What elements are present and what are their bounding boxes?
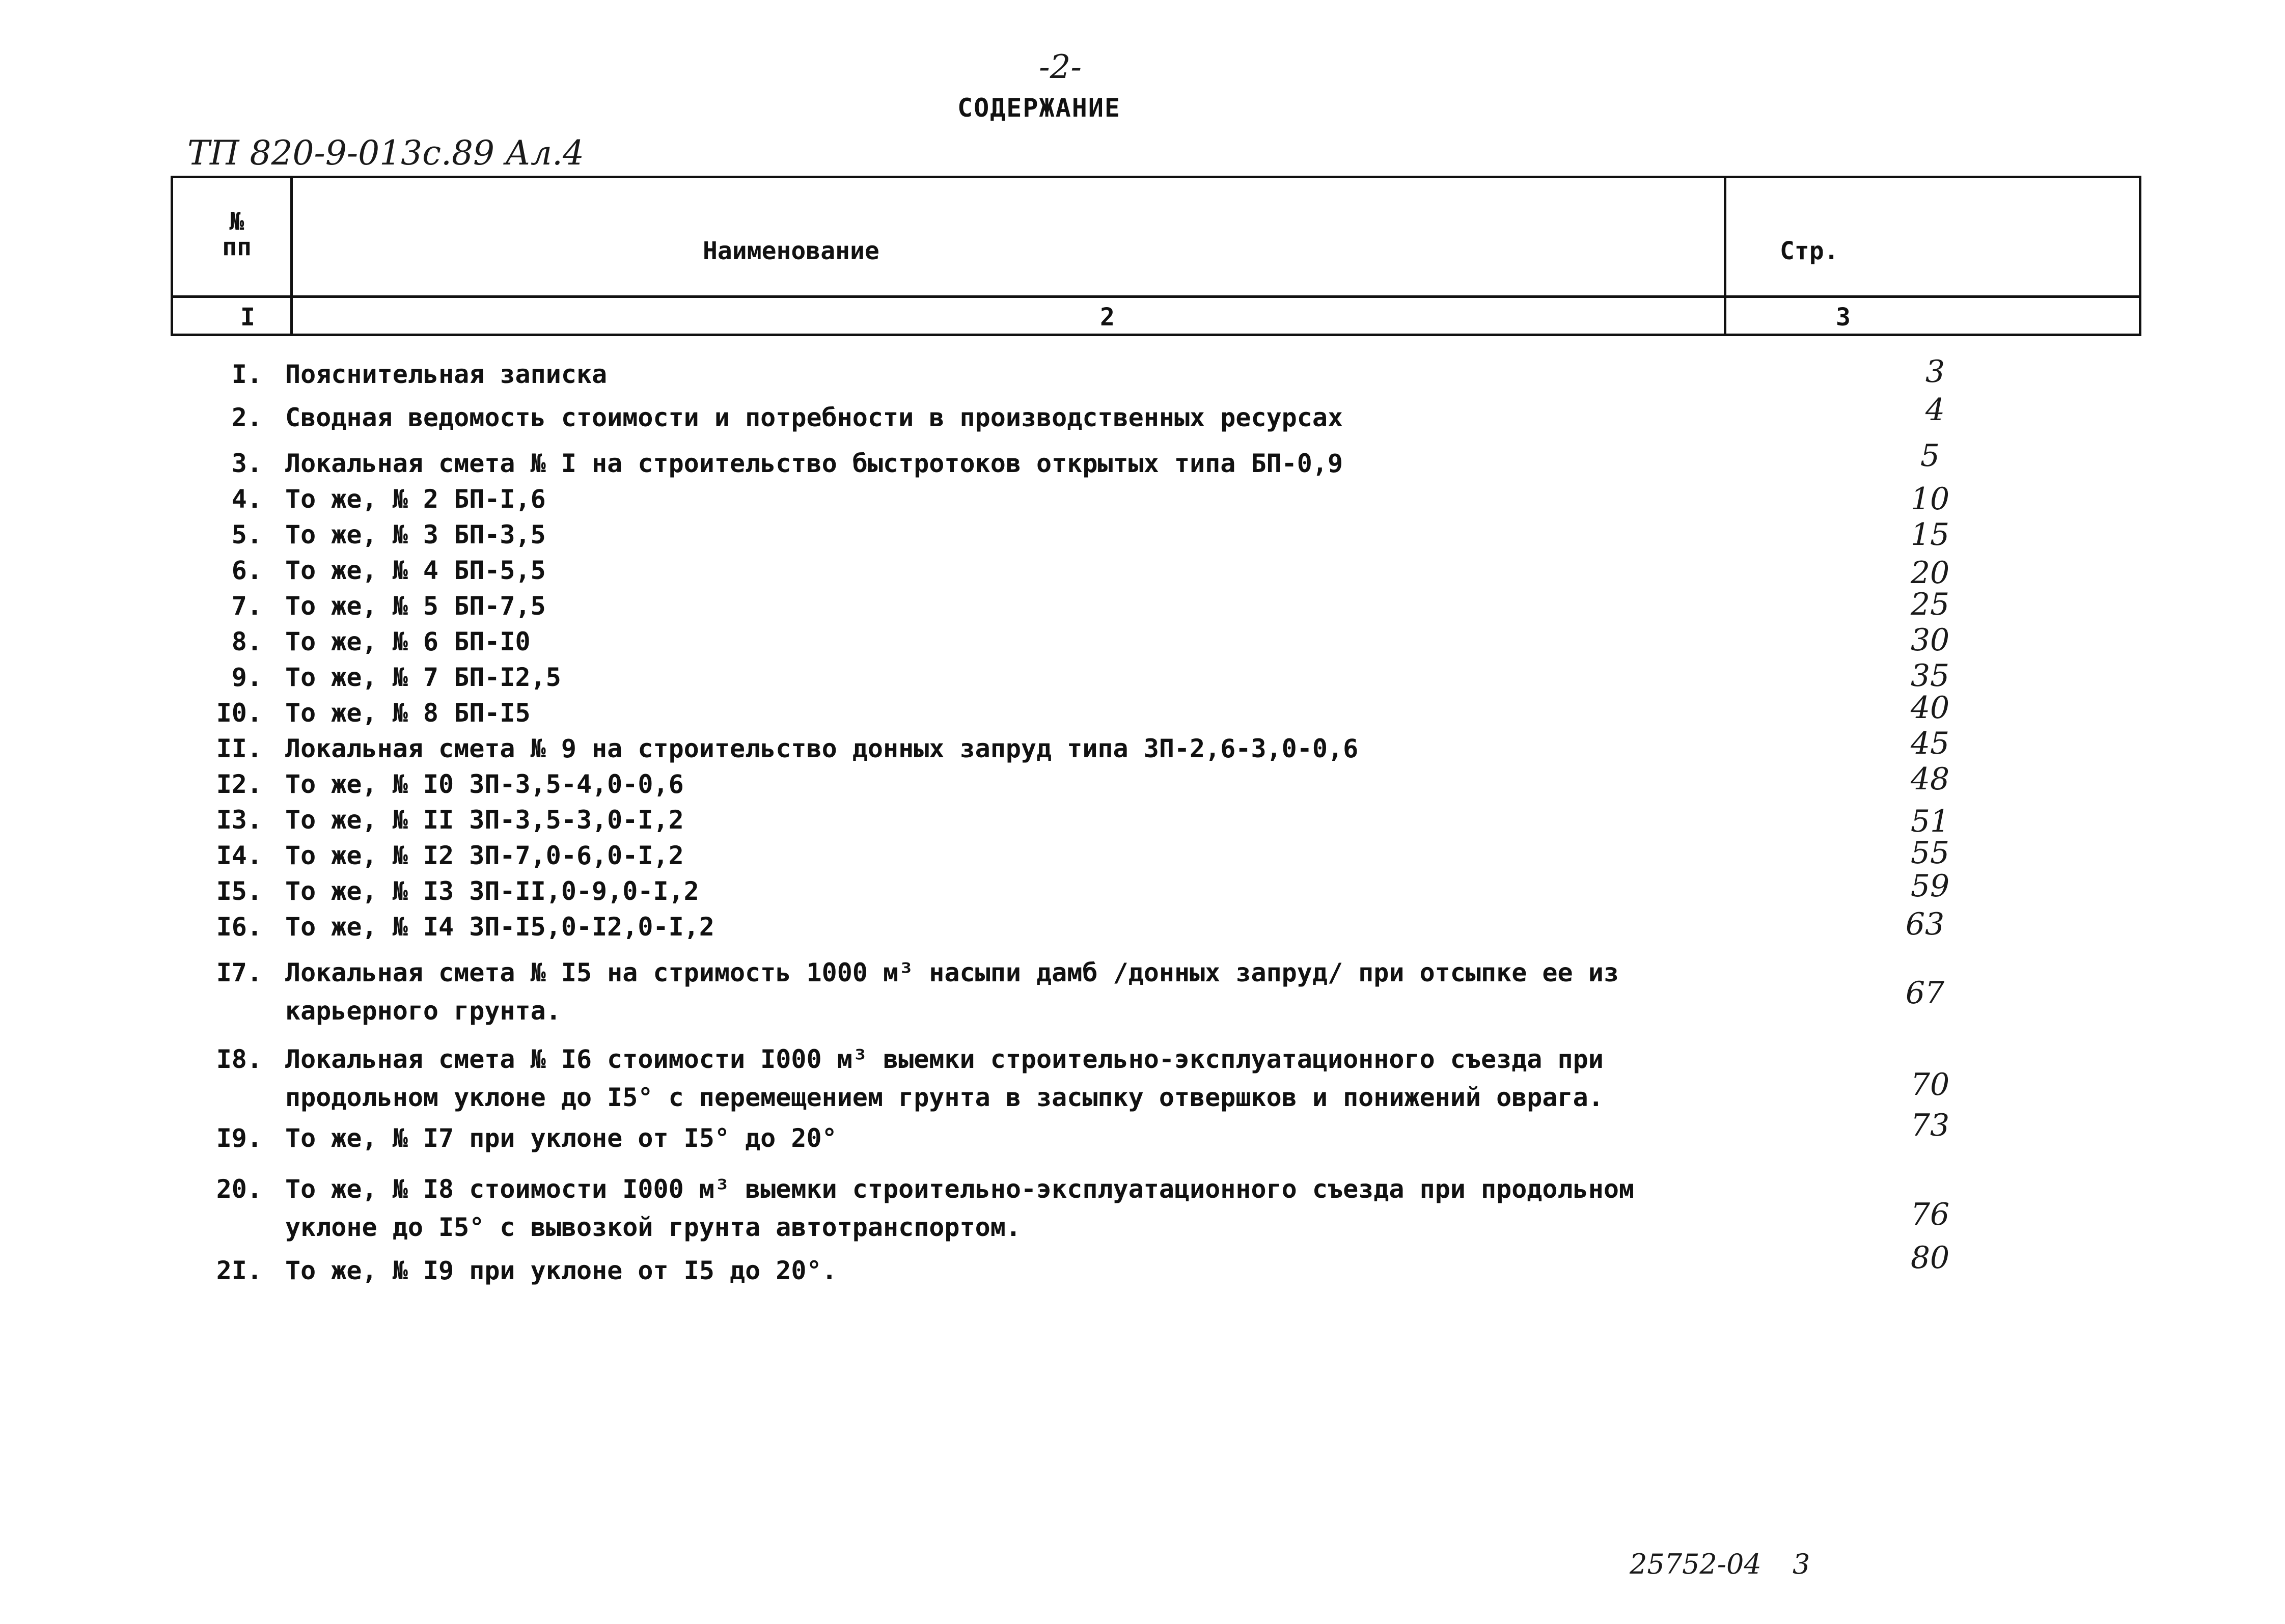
row-page: 5 [1920,438,1940,474]
row-page: 40 [1910,690,1950,726]
header-divider [173,295,2139,298]
row-number: I. [231,360,262,389]
row-number: I9. [216,1123,262,1153]
row-number: I3. [216,805,262,835]
row-title: Сводная ведомость стоимости и потребности в производственных ресурсах [285,403,1343,432]
row-number: I6. [216,912,262,942]
row-title: То же, № I3 ЗП-II,0-9,0-I,2 [285,876,699,906]
row-number: 4. [231,484,262,514]
row-title: То же, № 5 БП-7,5 [285,591,546,621]
row-number: I7. [216,958,262,987]
row-title: Локальная смета № I5 на стримость 1000 м³ насыпи дамб /донных запруд/ при отсыпке ее из [285,958,1619,987]
row-page: 45 [1910,726,1950,761]
row-title-continued: продольном уклоне до I5° с перемещением грунта в засыпку отвершков и понижений оврага. [285,1083,1604,1112]
row-page: 25 [1910,587,1950,622]
row-title: То же, № I7 при уклоне от I5° до 20° [285,1123,837,1153]
row-number: I2. [216,769,262,799]
row-number: 8. [231,627,262,656]
row-title: То же, № 4 БП-5,5 [285,556,546,585]
row-title: То же, № I9 при уклоне от I5 до 20°. [285,1256,837,1285]
row-number: 20. [216,1174,262,1204]
table-header [171,176,2141,336]
row-page: 35 [1910,658,1950,694]
row-number: 5. [231,520,262,549]
row-title: То же, № 3 БП-3,5 [285,520,546,549]
row-page: 15 [1910,517,1950,553]
row-page: 76 [1910,1197,1950,1232]
row-page: 80 [1910,1240,1950,1276]
row-number: 2. [231,403,262,432]
column-divider-1 [290,178,293,336]
header-col-page: Стр. [1780,237,1839,265]
header-bottom-line [173,334,2139,336]
header-num-2: 2 [1100,303,1115,332]
row-page: 48 [1910,761,1950,797]
row-number: I0. [216,698,262,728]
row-title: То же, № I4 ЗП-I5,0-I2,0-I,2 [285,912,714,942]
row-title: Локальная смета № I на строительство быстротоков открытых типа БП-0,9 [285,449,1343,478]
header-col-number: № пп [222,207,252,261]
stamp-sheet-number: 3 [1793,1548,1810,1580]
page-title: СОДЕРЖАНИЕ [957,93,1121,123]
row-number: 9. [231,663,262,692]
header-num-3: 3 [1836,303,1851,332]
row-title: То же, № I2 ЗП-7,0-6,0-I,2 [285,841,684,870]
row-title-continued: уклоне до I5° с вывозкой грунта автотранспортом. [285,1213,1021,1242]
row-page: 30 [1910,622,1950,658]
row-title: То же, № 6 БП-I0 [285,627,531,656]
row-title: Локальная смета № 9 на строительство донных запруд типа ЗП-2,6-3,0-0,6 [285,734,1359,763]
row-number: 2I. [216,1256,262,1285]
row-title: То же, № I8 стоимости I000 м³ выемки строительно-эксплуатационного съезда при продольном [285,1174,1635,1204]
row-number: II. [216,734,262,763]
row-page: 20 [1910,555,1950,591]
header-col-name: Наименование [703,237,879,265]
row-title: Пояснительная записка [285,360,608,389]
row-number: 6. [231,556,262,585]
row-title: То же, № 2 БП-I,6 [285,484,546,514]
row-page: 4 [1925,392,1945,428]
row-title: То же, № 8 БП-I5 [285,698,531,728]
row-page: 73 [1910,1108,1950,1143]
row-page: 70 [1910,1067,1950,1103]
row-title-continued: карьерного грунта. [285,996,561,1026]
row-title: То же, № I0 ЗП-3,5-4,0-0,6 [285,769,684,799]
row-title: То же, № II ЗП-3,5-3,0-I,2 [285,805,684,835]
row-page: 51 [1910,804,1950,839]
column-divider-2 [1724,178,1726,336]
row-number: 3. [231,449,262,478]
row-page: 63 [1905,906,1945,942]
row-title: Локальная смета № I6 стоимости I000 м³ выемки строительно-эксплуатационного съезда при [285,1044,1604,1074]
row-page: 67 [1905,975,1945,1011]
row-number: I5. [216,876,262,906]
page-number: -2- [1039,48,1082,86]
row-title: То же, № 7 БП-I2,5 [285,663,561,692]
row-number: I4. [216,841,262,870]
document-code: ТП 820-9-013с.89 Ал.4 [187,133,584,173]
row-page: 10 [1910,481,1950,517]
row-page: 59 [1910,868,1950,904]
row-page: 55 [1910,835,1950,871]
header-num-1: I [240,303,255,332]
row-number: I8. [216,1044,262,1074]
row-number: 7. [231,591,262,621]
stamp-code: 25752-04 [1630,1548,1761,1580]
row-page: 3 [1925,354,1945,390]
